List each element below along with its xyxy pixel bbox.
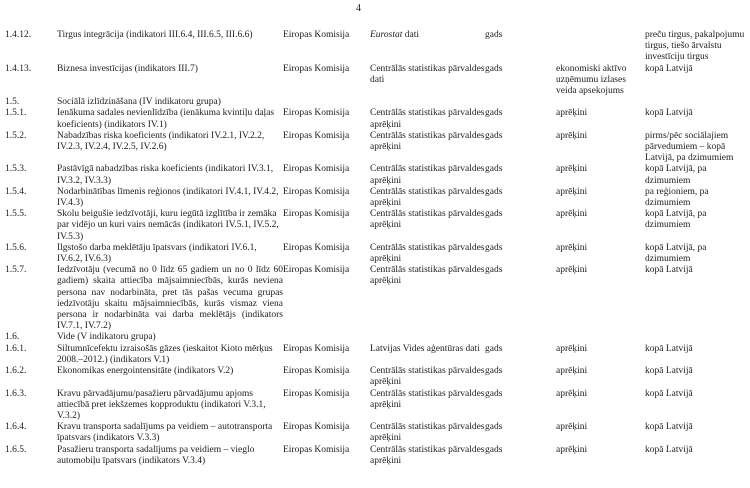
requesting-institution: Eiropas Komisija <box>283 422 350 433</box>
indicator-number: 1.6.1. <box>5 343 27 354</box>
data-source <box>370 64 485 98</box>
table-row <box>5 187 749 209</box>
coverage: pa reģioniem, pa dzimumiem <box>645 186 709 209</box>
data-source <box>370 422 485 444</box>
requesting-institution <box>283 97 370 108</box>
indicator-description: Siltumnīcefektu izraisošās gāzes (ieskaitot Kioto mērķus 2008.–2012.) (indikators V.1) <box>57 343 273 365</box>
requesting-institution: Eiropas Komisija <box>283 388 350 399</box>
table-row <box>5 344 749 366</box>
coverage: kopā Latvijā <box>645 366 693 377</box>
indicator-description: Sociālā izlīdzināšana (IV indikatoru grupa) <box>57 97 221 108</box>
indicator-number: 1.5. <box>5 97 20 108</box>
requesting-institution: Eiropas Komisija <box>283 242 350 253</box>
indicator-description: Ienākuma sadales nevienlīdzība (ienākuma kvintiļu daļas koeficients) (indikators IV.1) <box>57 108 275 130</box>
table-row <box>5 131 749 165</box>
page-number: 4 <box>356 3 361 14</box>
coverage <box>645 332 749 343</box>
indicator-number: 1.5.6. <box>5 242 27 253</box>
table-row <box>5 243 749 265</box>
source-text: Centrālās statistikas pārvaldes aprēķini <box>370 209 485 231</box>
notes <box>556 97 645 108</box>
coverage: kopā Latvijā <box>645 422 693 433</box>
data-source <box>370 97 485 108</box>
indicator-description: Pastāvīgā nabadzības riska koeficients (indikatori IV.3.1, IV.3.2, IV.3.3) <box>57 164 274 186</box>
indicator-number: 1.6.5. <box>5 444 27 455</box>
source-text: dati <box>402 30 419 40</box>
indicator-number: 1.5.7. <box>5 265 27 276</box>
periodicity: gads <box>485 343 503 354</box>
coverage: kopā Latvijā, pa dzimumiem <box>645 164 707 186</box>
notes: aprēķini <box>556 186 588 197</box>
periodicity <box>485 97 556 108</box>
source-text: Latvijas Vides aģentūras dati <box>370 343 480 354</box>
coverage: kopā Latvijā, pa dzimumiem <box>645 242 707 265</box>
indicator-number: 1.6.2. <box>5 366 27 377</box>
data-source <box>370 332 485 343</box>
indicator-description: Biznesa investīcijas (indikators III.7) <box>57 63 198 74</box>
notes: ekonomiski aktīvo uzņēmumu izlases veida apsekojums <box>556 63 627 97</box>
data-source <box>370 389 485 423</box>
notes: aprēķini <box>556 343 588 354</box>
indicator-number: 1.4.13. <box>5 63 32 74</box>
indicators-table <box>5 30 749 467</box>
requesting-institution: Eiropas Komisija <box>283 30 350 40</box>
coverage: kopā Latvijā, pa dzimumiem <box>645 209 707 231</box>
requesting-institution: Eiropas Komisija <box>283 444 350 455</box>
indicator-description: Ekonomikas energointensitāte (indikators V.2) <box>57 366 234 377</box>
coverage: kopā Latvijā <box>645 63 693 74</box>
indicator-description: Nodarbinātības līmenis reģionos (indikatori IV.4.1, IV.4.2, IV.4.3) <box>57 186 279 209</box>
indicator-description: Vide (V indikatoru grupa) <box>57 332 156 343</box>
indicators-table-body <box>5 30 749 467</box>
source-text: Centrālās statistikas pārvaldes aprēķini <box>370 242 485 265</box>
indicator-number: 1.6. <box>5 332 20 343</box>
source-italic-part: Eurostat <box>370 30 403 40</box>
notes: aprēķini <box>556 108 588 119</box>
table-row <box>5 30 749 64</box>
indicator-description: Nabadzības riska koeficients (indikatori IV.2.1, IV.2.2, IV.2.3, IV.2.4, IV.2.5, IV.2.6) <box>57 130 265 153</box>
requesting-institution: Eiropas Komisija <box>283 209 350 220</box>
data-source <box>370 108 485 130</box>
periodicity: gads <box>485 265 503 276</box>
indicator-number: 1.6.4. <box>5 422 27 433</box>
coverage <box>645 97 749 108</box>
source-text: Centrālās statistikas pārvaldes aprēķini <box>370 366 485 388</box>
notes: aprēķini <box>556 444 588 455</box>
requesting-institution: Eiropas Komisija <box>283 164 350 175</box>
indicator-number: 1.5.1. <box>5 108 27 119</box>
periodicity: gads <box>485 186 503 197</box>
source-text: Centrālās statistikas pārvaldes aprēķini <box>370 388 485 410</box>
coverage: kopā Latvijā <box>645 388 693 399</box>
indicator-description: Iedzīvotāju (vecumā no 0 līdz 65 gadiem un no 0 līdz 60 gadiem) skaita attiecība mājsaimniecībās, kurās neviena persona nav nodarbināta, pret tās pašas vecuma grupas iedzīvotāju skaitu mājsaimniecībās, kurās vismaz viena persona ir nodarbināta vai darba meklētājs (indikators IV.7.1, IV.7.2) <box>57 265 283 332</box>
notes: aprēķini <box>556 164 588 175</box>
data-source <box>370 445 485 467</box>
table-row <box>5 97 749 108</box>
indicator-number: 1.5.4. <box>5 186 27 197</box>
periodicity: gads <box>485 164 503 175</box>
requesting-institution: Eiropas Komisija <box>283 343 350 354</box>
requesting-institution: Eiropas Komisija <box>283 366 350 377</box>
data-source <box>370 164 485 186</box>
coverage: kopā Latvijā <box>645 108 693 119</box>
periodicity: gads <box>485 209 503 220</box>
requesting-institution: Eiropas Komisija <box>283 130 350 141</box>
periodicity: gads <box>485 422 503 433</box>
indicator-description: Tirgus integrācija (indikatori III.6.4, III.6.5, III.6.6) <box>57 30 253 40</box>
coverage: kopā Latvijā <box>645 444 693 455</box>
requesting-institution: Eiropas Komisija <box>283 108 350 119</box>
coverage: kopā Latvijā <box>645 265 693 276</box>
source-text: Centrālās statistikas pārvaldes aprēķini <box>370 186 485 209</box>
periodicity: gads <box>485 63 503 74</box>
table-row <box>5 445 749 467</box>
indicator-number: 1.5.5. <box>5 209 27 220</box>
indicator-number: 1.4.12. <box>5 30 32 40</box>
table-row <box>5 265 749 332</box>
requesting-institution: Eiropas Komisija <box>283 186 350 197</box>
indicator-description: Pasažieru transporta sadalījums pa veidiem – vieglo automobiļu īpatsvars (indikators V.3.4) <box>57 444 255 466</box>
notes <box>556 332 645 343</box>
source-text: Centrālās statistikas pārvaldes aprēķini <box>370 164 485 186</box>
source-text: Centrālās statistikas pārvaldes aprēķini <box>370 108 485 130</box>
indicator-number: 1.5.2. <box>5 130 27 141</box>
notes <box>556 30 645 64</box>
table-row <box>5 422 749 444</box>
periodicity: gads <box>485 108 503 119</box>
source-text: Centrālās statistikas pārvaldes aprēķini <box>370 265 485 287</box>
data-source <box>370 344 485 366</box>
periodicity: gads <box>485 444 503 455</box>
requesting-institution <box>283 332 370 343</box>
notes: aprēķini <box>556 130 588 141</box>
indicator-description: Ilgstošo darba meklētāju īpatsvars (indikatori IV.6.1, IV.6.2, IV.6.3) <box>57 242 257 265</box>
table-row <box>5 389 749 423</box>
indicator-description: Kravu transporta sadalījums pa veidiem – autotransporta īpatsvars (indikators V.3.3) <box>57 422 273 444</box>
notes: aprēķini <box>556 209 588 220</box>
indicator-number: 1.5.3. <box>5 164 27 175</box>
data-source <box>370 243 485 265</box>
periodicity: gads <box>485 242 503 253</box>
data-source <box>370 265 485 332</box>
data-source <box>370 187 485 209</box>
requesting-institution: Eiropas Komisija <box>283 63 350 74</box>
source-text: Centrālās statistikas pārvaldes dati <box>370 63 485 85</box>
periodicity <box>485 332 556 343</box>
periodicity: gads <box>485 366 503 377</box>
notes: aprēķini <box>556 242 588 253</box>
table-row <box>5 108 749 130</box>
notes: aprēķini <box>556 388 588 399</box>
table-row <box>5 366 749 388</box>
periodicity: gads <box>485 30 503 40</box>
data-source <box>370 30 485 64</box>
notes: aprēķini <box>556 422 588 433</box>
requesting-institution: Eiropas Komisija <box>283 265 350 276</box>
indicator-description: Skolu beigušie iedzīvotāji, kuru iegūtā izglītība ir zemāka par vidējo un kuri vairs nemācās (indikatori IV.5.1, IV.5.2, IV.5.3) <box>57 209 279 242</box>
table-row <box>5 164 749 186</box>
coverage: preču tirgus, pakalpojumu tirgus, tiešo ārvalstu investīciju tirgus <box>645 30 745 63</box>
periodicity: gads <box>485 388 503 399</box>
table-row <box>5 209 749 243</box>
table-row <box>5 64 749 98</box>
coverage: kopā Latvijā <box>645 343 693 354</box>
notes: aprēķini <box>556 265 588 276</box>
source-text: Centrālās statistikas pārvaldes aprēķini <box>370 444 485 466</box>
indicator-number: 1.6.3. <box>5 388 27 399</box>
periodicity: gads <box>485 130 503 141</box>
notes: aprēķini <box>556 366 588 377</box>
indicator-description: Kravu pārvadājumu/pasažieru pārvadājumu apjoms attiecībā pret iekšzemes kopproduktu (indikatori V.3.1, V.3.2) <box>57 388 266 421</box>
source-text: Centrālās statistikas pārvaldes aprēķini <box>370 422 485 444</box>
source-text: Centrālās statistikas pārvaldes aprēķini <box>370 130 485 153</box>
data-source <box>370 366 485 388</box>
table-row <box>5 332 749 343</box>
data-source <box>370 209 485 243</box>
coverage: pirms/pēc sociālajiem pārvedumiem – kopā Latvijā, pa dzimumiem <box>645 130 734 164</box>
data-source <box>370 131 485 165</box>
